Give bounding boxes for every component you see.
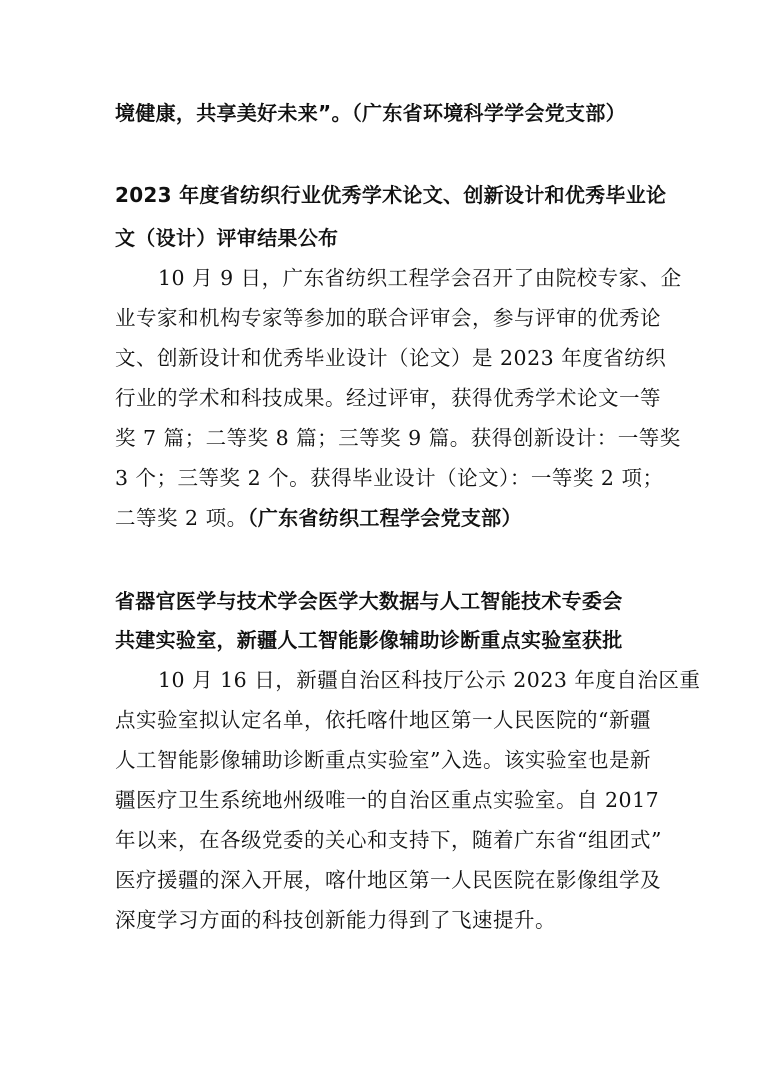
- article1-body-line: 行业的学术和科技成果。经过评审，获得优秀学术论文一等: [115, 386, 661, 410]
- article2-title-line2: 共建实验室，新疆人工智能影像辅助诊断重点实验室获批: [115, 628, 623, 652]
- article2-body-line: 深度学习方面的科技创新能力得到了飞速提升。: [115, 908, 556, 932]
- article2-title-line1: 省器官医学与技术学会医学大数据与人工智能技术专委会: [115, 589, 623, 613]
- article1-body-line: 3 个；三等奖 2 个。获得毕业设计（论文）：一等奖 2 项；: [115, 466, 664, 490]
- article1-title-line1: 2023 年度省纺织行业优秀学术论文、创新设计和优秀毕业论: [115, 183, 667, 207]
- article1-body-line: 10 月 9 日，广东省纺织工程学会召开了由院校专家、企: [158, 266, 682, 290]
- article1-body-last-text: 二等奖 2 项。: [115, 506, 248, 530]
- article2-body-line: 医疗援疆的深入开展，喀什地区第一人民医院在影像组学及: [115, 868, 661, 892]
- article2-body-line: 人工智能影像辅助诊断重点实验室”入选。该实验室也是新: [115, 748, 651, 772]
- article1-body-line: 文、创新设计和优秀毕业设计（论文）是 2023 年度省纺织: [115, 346, 667, 370]
- article2-body-line: 10 月 16 日，新疆自治区科技厅公示 2023 年度自治区重: [158, 668, 701, 692]
- article1-body-last-line: [115, 506, 635, 530]
- article1-source: （广东省纺织工程学会党支部）: [247, 506, 522, 530]
- article1-title-line2: 文（设计）评审结果公布: [115, 226, 339, 250]
- article1-body-line: 奖 7 篇；二等奖 8 篇；三等奖 9 篇。获得创新设计：一等奖: [115, 426, 681, 450]
- article2-body-line: 点实验室拟认定名单，依托喀什地区第一人民医院的“新疆: [115, 708, 651, 732]
- article2-body-line: 疆医疗卫生系统地州级唯一的自治区重点实验室。自 2017: [115, 788, 660, 812]
- intro-line: 境健康，共享美好未来”。（广东省环境科学学会党支部）: [115, 101, 626, 125]
- article2-body-line: 年以来，在各级党委的关心和支持下，随着广东省“组团式”: [115, 828, 662, 852]
- article1-body-line: 业专家和机构专家等参加的联合评审会，参与评审的优秀论: [115, 306, 661, 330]
